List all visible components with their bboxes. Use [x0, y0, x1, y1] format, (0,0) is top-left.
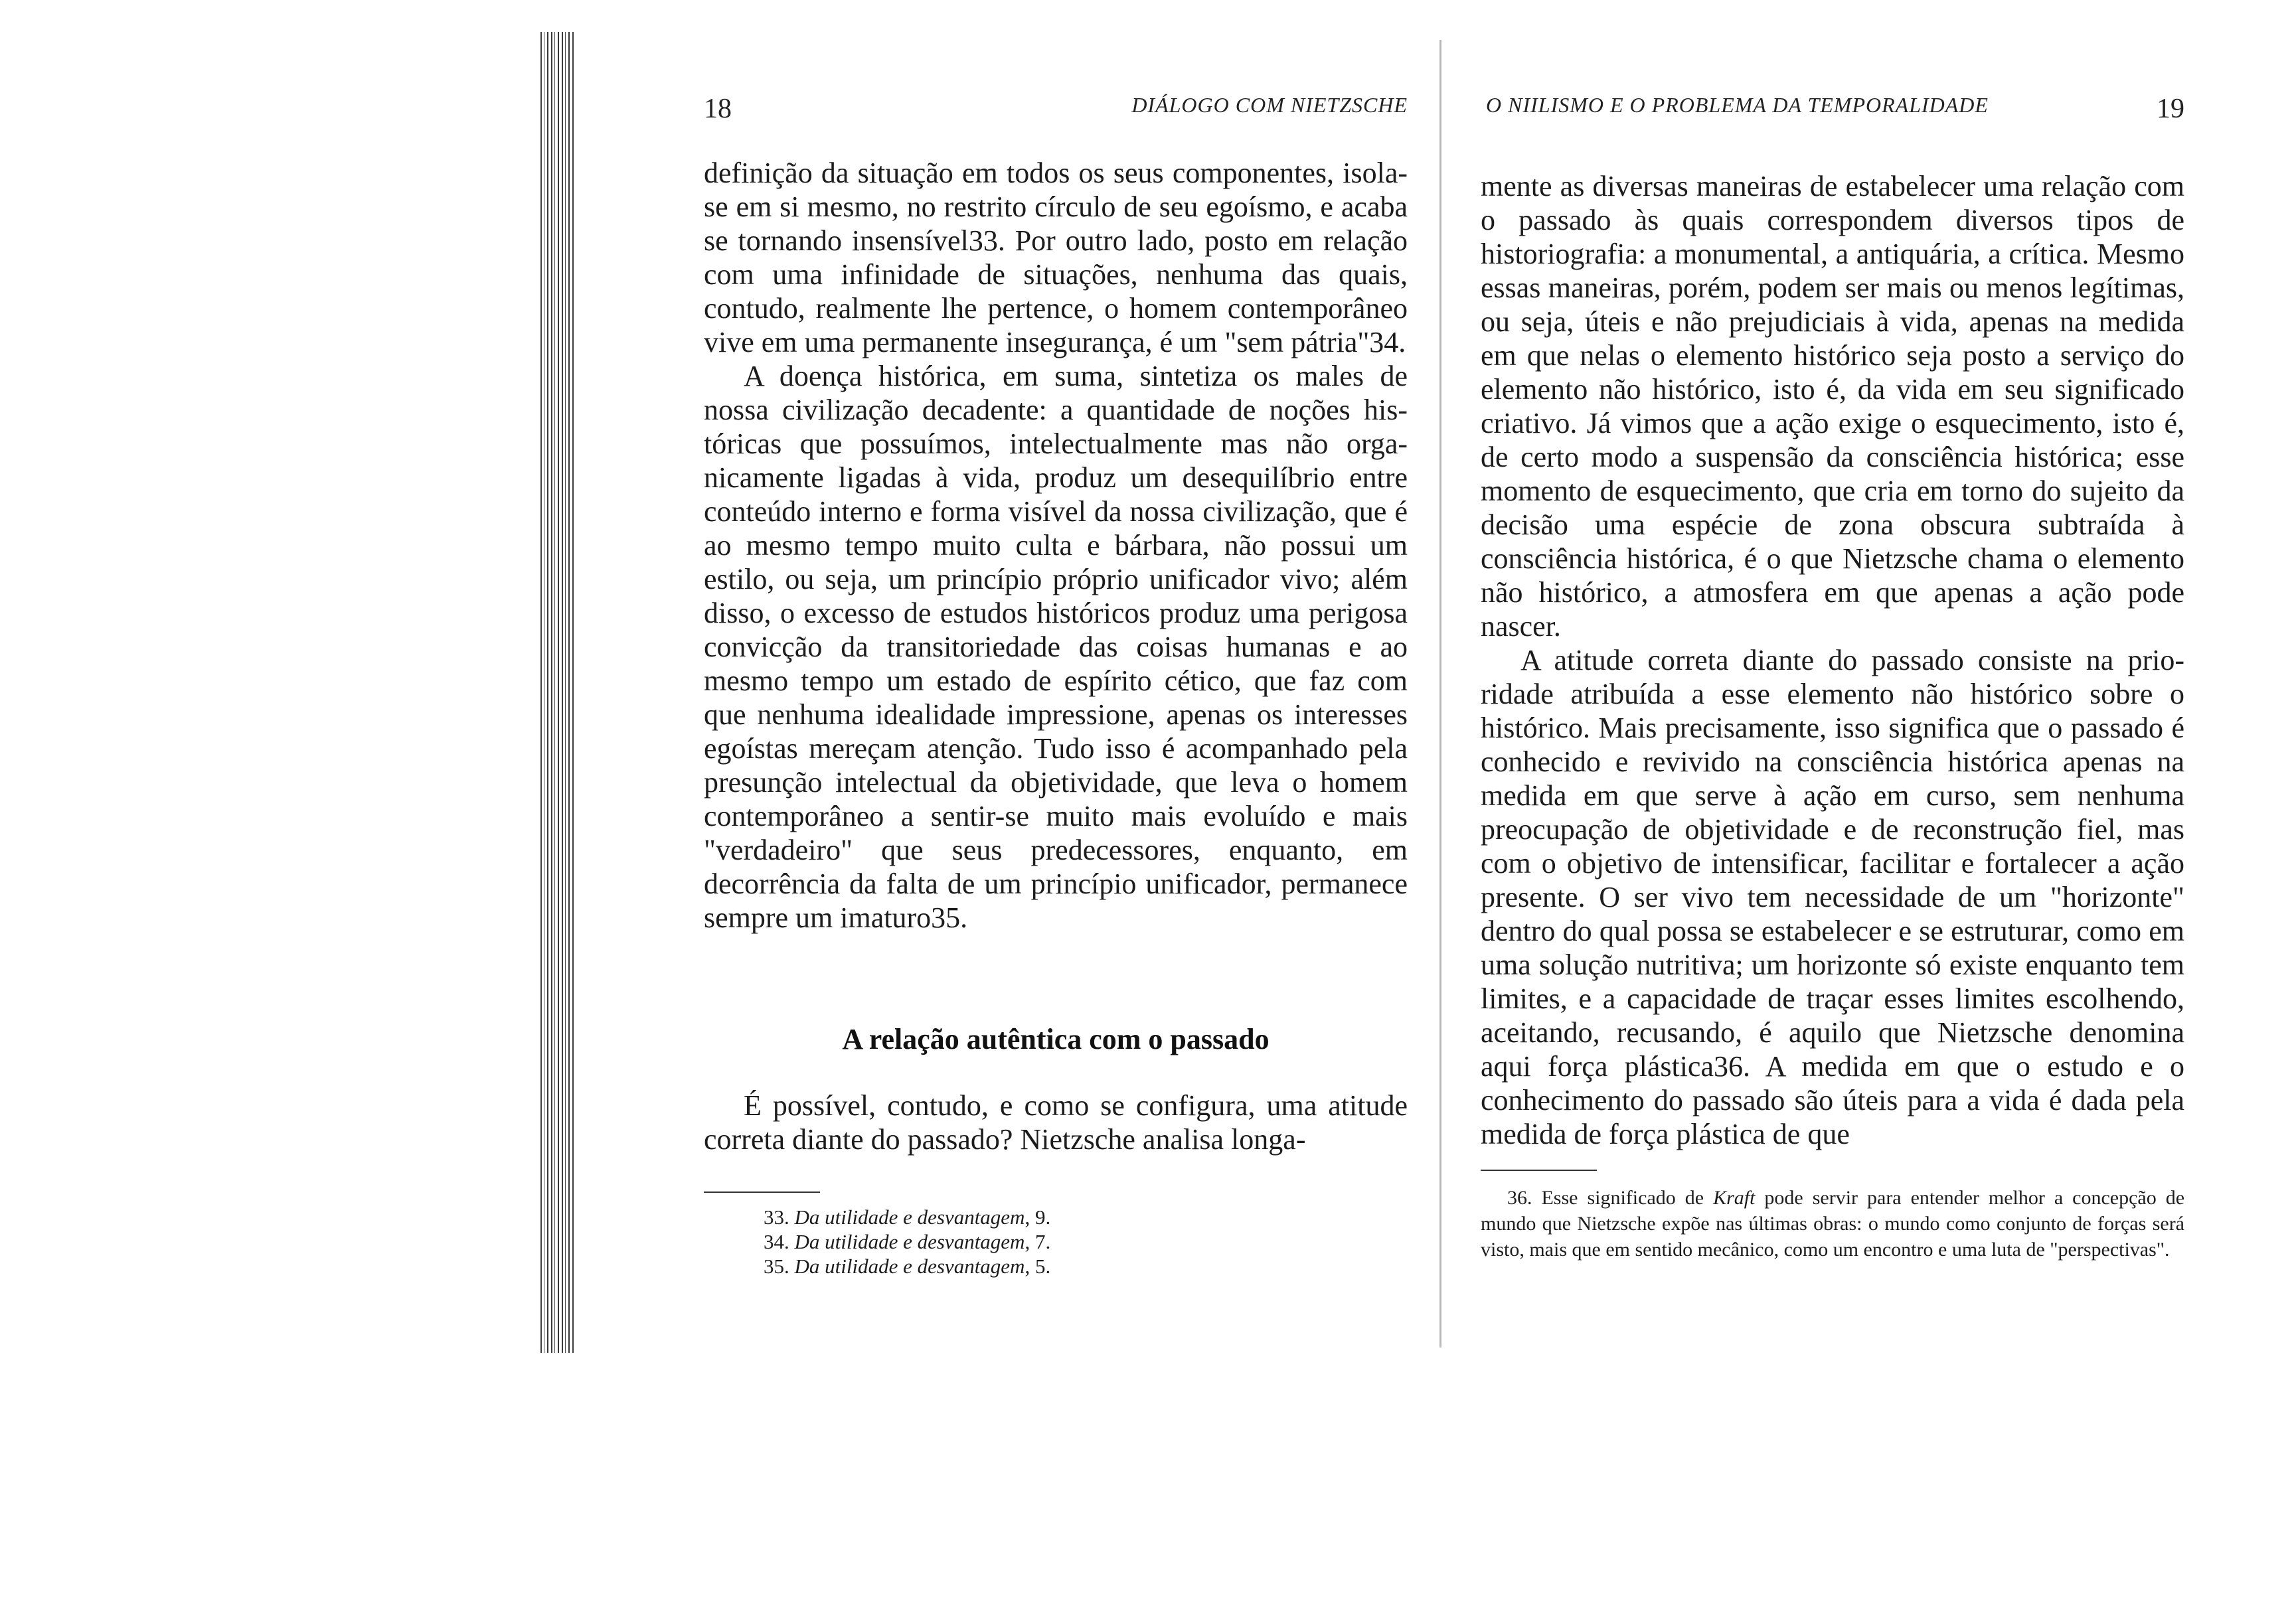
footnotes-left — [704, 1205, 1408, 1278]
left-body-text-2 — [704, 1089, 1408, 1156]
footnote-rule-right — [1481, 1170, 1597, 1171]
running-head-left: DIÁLOGO COM NIETZSCHE — [1131, 93, 1408, 117]
page-gutter — [1439, 40, 1441, 1347]
footnote-34: 34. Da utilidade e desvantagem, 7. — [764, 1230, 1051, 1253]
left-paragraph-1: definição da situação em todos os seus componentes, isola-se em si mesmo, no restrito círculo de seu egoísmo, e acaba se tornando insensível33. Por outro lado, posto em relação com uma infinidade de situações, nenhuma das quais, contudo, realmente lhe pertence, o homem contemporâneo vive em uma permanente insegurança, é um "sem pátria"34. — [704, 157, 1408, 358]
running-head-right: O NIILISMO E O PROBLEMA DA TEMPORALIDADE — [1486, 93, 1989, 117]
footnote-36: 36. Esse significado de Kraft pode servir para entender melhor a concepção de mundo que Nietzsche expõe nas últimas obras: o mundo como conjunto de forças será visto, mais que em sentido mecânico, como um encontro e uma luta de "perspectivas". — [1481, 1187, 2185, 1261]
left-paragraph-3: É possível, contudo, e como se configura, uma atitude correta diante do passado? Nietzsche analisa longa- — [704, 1089, 1408, 1156]
footnote-35: 35. Da utilidade e desvantagem, 5. — [764, 1255, 1051, 1278]
footnote-rule-left — [704, 1192, 820, 1193]
book-spine-edge — [540, 32, 574, 1353]
right-paragraph-1: mente as diversas maneiras de estabelecer uma relação com o passado às quais correspondem diversos tipos de historiografia: a monumental, a antiquária, a crítica. Mesmo essas maneiras, porém, podem ser mais ou menos legítimas, ou seja, úteis e não prejudiciais à vida, apenas na medida em que nelas o elemento histórico seja posto a serviço do elemento não histórico, isto é, da vida em seu significado criativo. Já vimos que a ação exige o esquecimento, isto é, de certo modo a suspensão da consciência histórica; esse momento de esquecimento, que cria em torno do sujeito da decisão uma espécie de zona obscura subtraída à consciência histórica, é o que Nietzsche chama o elemento não histórico, a atmosfera em que apenas a ação pode nascer. — [1481, 170, 2184, 643]
right-paragraph-2: A atitude correta diante do passado consiste na prioridade atribuída a esse elemento não histórico sobre o histórico. Mais precisamente, isso significa que o passado é conhecido e revivido na consciência histórica apenas na medida em que serve à ação em curso, sem nenhuma preocupação de objetividade e de reconstrução fiel, mas com o objetivo de intensificar, facilitar e fortalecer a ação presente. O ser vivo tem necessidade de um "horizonte" dentro do qual possa se estabelecer e se estruturar, como em uma solução nutritiva; um horizonte só existe enquanto tem limites, e a capacidade de traçar esses limites escolhendo, aceitando, recusando, é aquilo que Nietzsche denomina aqui força plástica36. A medida em que o estudo e o conhecimento do passado são úteis para a vida é dada pela medida de força plástica de que — [1481, 644, 2184, 1150]
right-page — [1481, 0, 2184, 1615]
left-body-text — [704, 156, 1408, 935]
page-number-left: 18 — [704, 94, 732, 124]
left-paragraph-2: A doença histórica, em suma, sintetiza os males de nossa civilização decadente: a quantidade de noções históricas que possuímos, intelectualmente mas não organicamente ligadas à vida, produz um desequilíbrio entre conteúdo interno e forma visível da nossa civilização, que é ao mesmo tempo muito culta e bárbara, não possui um estilo, ou seja, um princípio próprio unificador vivo; além disso, o excesso de estudos históricos produz uma perigosa convicção da transitoriedade das coisas humanas e ao mesmo tempo um estado de espírito cético, que faz com que nenhuma idealidade impressione, apenas os interesses egoístas mereçam atenção. Tudo isso é acompanhado pela presunção intelectual da objetividade, que leva o homem contemporâneo a sentir-se muito mais evoluído e mais "verdadeiro" que seus predecessores, enquanto, em decorrência da falta de um princípio unificador, permanece sempre um imaturo35. — [704, 360, 1408, 934]
right-body-text — [1481, 169, 2184, 1151]
page-number-right: 19 — [2157, 94, 2184, 124]
section-title: A relação autêntica com o passado — [842, 1023, 1270, 1055]
footnote-33: 33. Da utilidade e desvantagem, 9. — [764, 1205, 1051, 1229]
left-page — [704, 0, 1408, 1615]
